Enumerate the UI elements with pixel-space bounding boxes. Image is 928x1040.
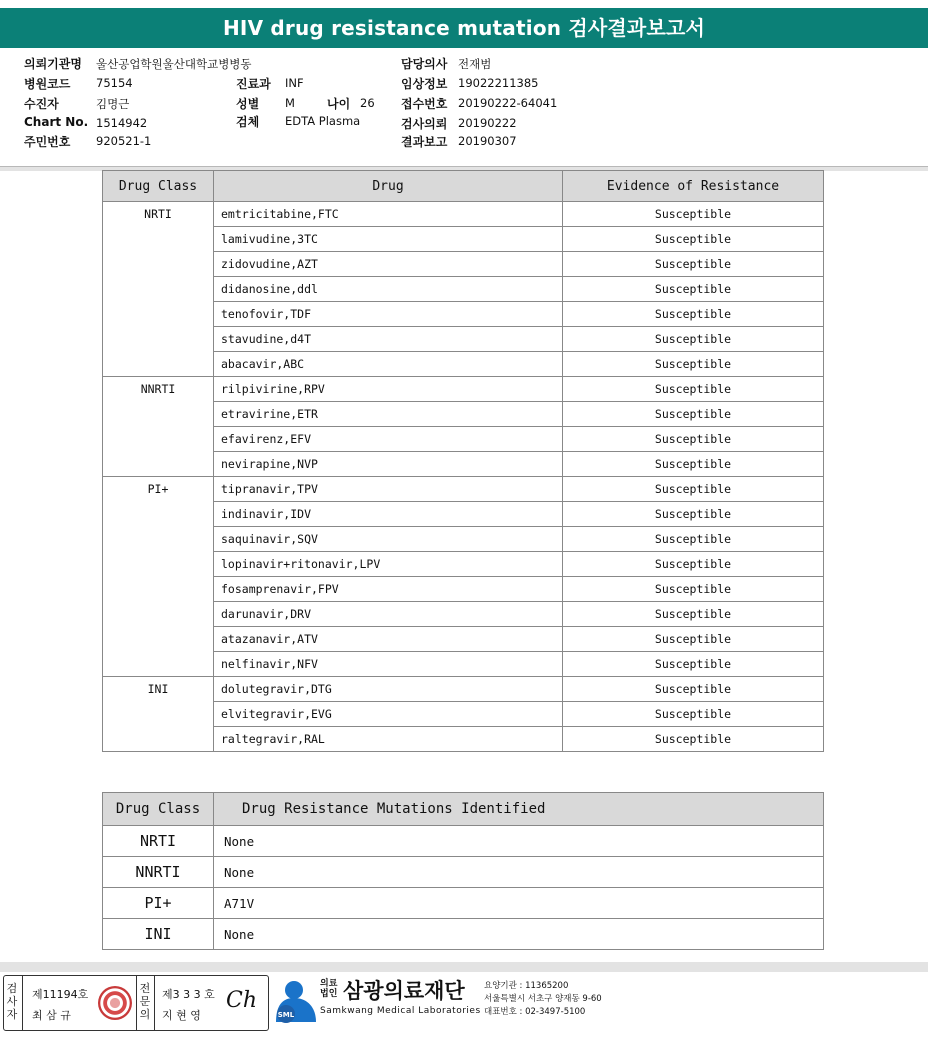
evidence-cell: Susceptible xyxy=(563,502,824,527)
patient-info xyxy=(0,55,928,167)
col-header-mutations: Drug Resistance Mutations Identified xyxy=(214,793,824,826)
specimen-value: EDTA Plasma xyxy=(285,114,361,128)
clinical-label: 임상정보 xyxy=(401,77,448,91)
drug-class-cell: NRTI xyxy=(103,202,214,377)
evidence-cell: Susceptible xyxy=(563,577,824,602)
drug-cell: dolutegravir,DTG xyxy=(214,677,563,702)
evidence-cell: Susceptible xyxy=(563,327,824,352)
sml-logo-icon xyxy=(272,978,320,1026)
drug-cell: lamivudine,3TC xyxy=(214,227,563,252)
org-name: 삼광의료재단 xyxy=(343,979,465,1003)
evidence-cell: Susceptible xyxy=(563,252,824,277)
evidence-cell: Susceptible xyxy=(563,202,824,227)
evidence-cell: Susceptible xyxy=(563,727,824,752)
evidence-cell: Susceptible xyxy=(563,627,824,652)
specialist-name: 지 현 영 xyxy=(162,1009,201,1022)
col-header-drug-class: Drug Class xyxy=(103,793,214,826)
table-row xyxy=(103,477,824,502)
mutation-cell: A71V xyxy=(214,888,824,919)
drug-cell: emtricitabine,FTC xyxy=(214,202,563,227)
evidence-cell: Susceptible xyxy=(563,277,824,302)
signature-box xyxy=(3,975,269,1031)
evidence-cell: Susceptible xyxy=(563,427,824,452)
report-title: HIV drug resistance mutation 검사결과보고서 xyxy=(0,8,928,48)
dept-value: INF xyxy=(285,76,304,90)
result-value: 20190307 xyxy=(458,134,517,148)
table-row xyxy=(103,919,824,950)
drug-cell: tenofovir,TDF xyxy=(214,302,563,327)
drug-cell: nelfinavir,NFV xyxy=(214,652,563,677)
drug-class-cell: INI xyxy=(103,677,214,752)
footer-divider xyxy=(0,962,928,972)
drug-cell: zidovudine,AZT xyxy=(214,252,563,277)
drug-cell: lopinavir+ritonavir,LPV xyxy=(214,552,563,577)
patient-value: 김명근 xyxy=(96,97,130,111)
evidence-cell: Susceptible xyxy=(563,377,824,402)
divider xyxy=(136,976,137,1030)
divider xyxy=(154,976,155,1030)
drug-class-cell: NRTI xyxy=(103,826,214,857)
evidence-cell: Susceptible xyxy=(563,402,824,427)
table-row xyxy=(103,202,824,227)
table-row xyxy=(103,826,824,857)
dept-label: 진료과 xyxy=(236,77,271,91)
drug-cell: saquinavir,SQV xyxy=(214,527,563,552)
request-value: 20190222 xyxy=(458,116,517,130)
evidence-cell: Susceptible xyxy=(563,477,824,502)
institution-value: 울산공업학원울산대학교병병동 xyxy=(96,57,252,71)
evidence-cell: Susceptible xyxy=(563,227,824,252)
logo-text: SML xyxy=(277,1011,295,1019)
table-row xyxy=(103,677,824,702)
drug-class-cell: NNRTI xyxy=(103,377,214,477)
org-prefix: 의료법인 xyxy=(320,979,338,999)
drug-cell: atazanavir,ATV xyxy=(214,627,563,652)
drug-cell: rilpivirine,RPV xyxy=(214,377,563,402)
evidence-cell: Susceptible xyxy=(563,452,824,477)
receipt-label: 접수번호 xyxy=(401,97,448,111)
table-row xyxy=(103,857,824,888)
signature: Ch xyxy=(226,988,258,1013)
contact-line: 대표번호 : 02-3497-5100 xyxy=(484,1007,586,1017)
table-row xyxy=(103,888,824,919)
patient-label: 수진자 xyxy=(24,97,59,111)
drug-class-cell: PI+ xyxy=(103,477,214,677)
drug-class-cell: NNRTI xyxy=(103,857,214,888)
contact-line: 요양기관 : 11365200 xyxy=(484,981,569,991)
drug-cell: raltegravir,RAL xyxy=(214,727,563,752)
receipt-value: 20190222-64041 xyxy=(458,96,558,110)
evidence-cell: Susceptible xyxy=(563,677,824,702)
doctor-value: 전재범 xyxy=(458,57,492,71)
mutation-cell: None xyxy=(214,919,824,950)
mutations-table xyxy=(102,792,824,950)
tester-label: 검사자 xyxy=(6,982,18,1021)
col-header-drug: Drug xyxy=(214,171,563,202)
sex-value: M xyxy=(285,96,295,110)
drug-cell: etravirine,ETR xyxy=(214,402,563,427)
official-seal xyxy=(98,986,132,1020)
drug-cell: efavirenz,EFV xyxy=(214,427,563,452)
evidence-cell: Susceptible xyxy=(563,352,824,377)
age-value: 26 xyxy=(360,96,375,110)
chart-value: 1514942 xyxy=(96,116,148,130)
evidence-cell: Susceptible xyxy=(563,602,824,627)
drug-class-cell: PI+ xyxy=(103,888,214,919)
request-label: 검사의뢰 xyxy=(401,117,448,131)
drug-cell: stavudine,d4T xyxy=(214,327,563,352)
institution-label: 의뢰기관명 xyxy=(24,57,82,71)
tester-number: 제11194호 xyxy=(32,988,89,1001)
contact-line: 서울특별시 서초구 양재동 9-60 xyxy=(484,994,602,1004)
resident-label: 주민번호 xyxy=(24,135,71,149)
evidence-cell: Susceptible xyxy=(563,702,824,727)
col-header-drug-class: Drug Class xyxy=(103,171,214,202)
result-label: 결과보고 xyxy=(401,135,448,149)
evidence-cell: Susceptible xyxy=(563,302,824,327)
evidence-cell: Susceptible xyxy=(563,527,824,552)
col-header-evidence: Evidence of Resistance xyxy=(563,171,824,202)
chart-label: Chart No. xyxy=(24,115,89,129)
drug-cell: fosamprenavir,FPV xyxy=(214,577,563,602)
sex-label: 성별 xyxy=(236,97,260,111)
drug-cell: nevirapine,NVP xyxy=(214,452,563,477)
org-english-name: Samkwang Medical Laboratories xyxy=(320,1006,481,1016)
drug-class-cell: INI xyxy=(103,919,214,950)
evidence-cell: Susceptible xyxy=(563,552,824,577)
drug-cell: indinavir,IDV xyxy=(214,502,563,527)
drug-cell: didanosine,ddl xyxy=(214,277,563,302)
specialist-number: 제3 3 3 호 xyxy=(162,988,215,1001)
evidence-cell: Susceptible xyxy=(563,652,824,677)
drug-cell: darunavir,DRV xyxy=(214,602,563,627)
mutation-cell: None xyxy=(214,857,824,888)
divider xyxy=(22,976,23,1030)
hospital-code-label: 병원코드 xyxy=(24,77,71,91)
mutation-cell: None xyxy=(214,826,824,857)
doctor-label: 담당의사 xyxy=(401,57,448,71)
specimen-label: 검체 xyxy=(236,115,260,129)
org-contact xyxy=(484,980,602,1019)
age-label: 나이 xyxy=(327,97,351,111)
drug-resistance-table xyxy=(102,170,824,752)
table-row xyxy=(103,377,824,402)
drug-cell: abacavir,ABC xyxy=(214,352,563,377)
drug-cell: tipranavir,TPV xyxy=(214,477,563,502)
specialist-label: 전문의 xyxy=(139,982,151,1021)
hospital-code-value: 75154 xyxy=(96,76,133,90)
tester-name: 최 삼 규 xyxy=(32,1009,71,1022)
resident-value: 920521-1 xyxy=(96,134,152,148)
drug-cell: elvitegravir,EVG xyxy=(214,702,563,727)
clinical-value: 19022211385 xyxy=(458,76,539,90)
